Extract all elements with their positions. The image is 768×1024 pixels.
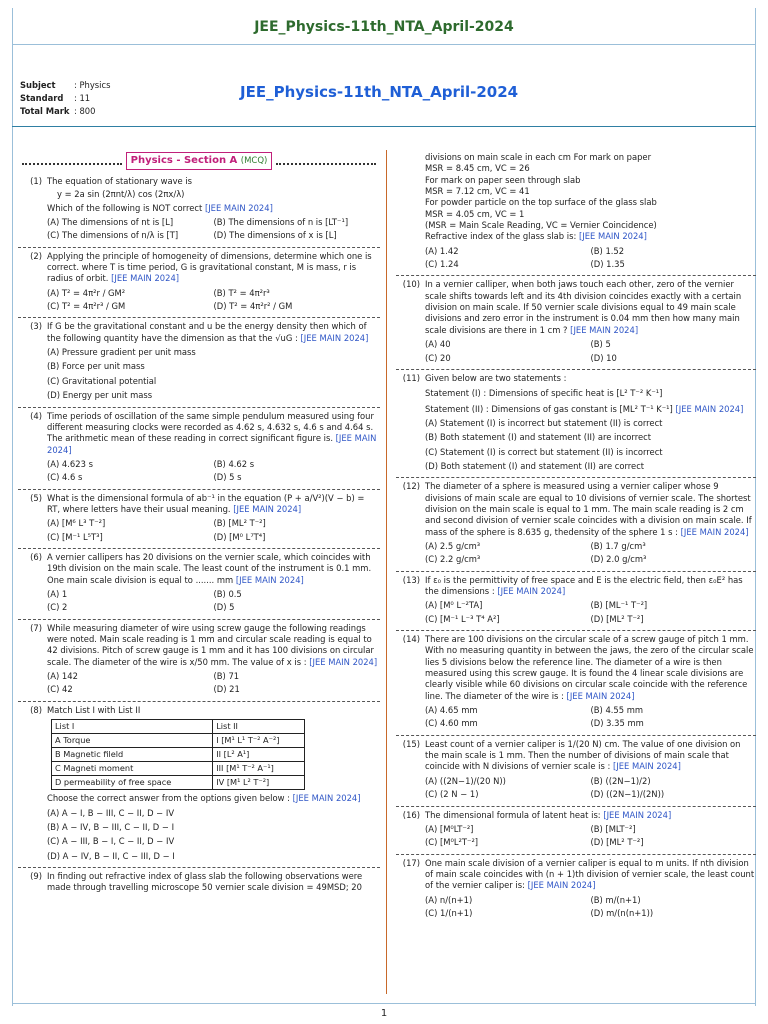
meta-label: Subject <box>20 80 56 90</box>
question-text: Match List I with List II <box>47 704 141 715</box>
question-body <box>47 251 380 315</box>
question-text: Time periods of oscillation of the same simple pendulum measured using four different measuring clocks were recorded as 4.62 s, 4.632 s, 4.6 s and 4.64 s. The arithmetic mean of these reading in correct significant figure is. <box>47 410 374 444</box>
option[interactable]: (A) A − I, B − III, C − II, D − IV <box>47 807 175 818</box>
question-formula: y = 2a sin (2πnt/λ) cos (2πx/λ) <box>57 189 185 200</box>
option[interactable]: (C) 42 <box>47 684 73 695</box>
meta-row <box>20 106 110 119</box>
question-text: There are 100 divisions on the circular scale of a screw gauge of pitch 1 mm. With no measuring quantity in between the jaws, the zero of the circular scale lies 5 divisions below the reference line. The diameter of a wire is then measured using this screw gauge. It is found the 4 linear scale divisions are clearly visible while 60 divisions on circular scale coincide with the reference line. The diameter of the wire is : <box>425 634 754 701</box>
question-body <box>47 871 380 894</box>
question-text: (MSR = Main Scale Reading, VC = Vernier Coincidence) <box>425 220 657 231</box>
option[interactable]: (C) 20 <box>425 352 451 363</box>
option[interactable]: (B) 71 <box>213 671 240 682</box>
exam-tag: [JEE MAIN 2024] <box>527 880 596 891</box>
table-cell: B Magnetic fileld <box>52 748 213 762</box>
option[interactable]: (B) Force per unit mass <box>47 361 145 372</box>
question-body <box>47 552 380 616</box>
top-title: JEE_Physics-11th_NTA_April-2024 <box>254 19 514 35</box>
question-number: (16) <box>402 809 420 820</box>
question-10 <box>396 279 756 365</box>
option[interactable]: (B) 4.55 mm <box>590 705 644 716</box>
exam-tag: [JEE MAIN 2024] <box>233 503 302 514</box>
options <box>47 288 380 313</box>
question-9 <box>18 871 380 894</box>
separator <box>18 247 380 248</box>
exam-tag: [JEE MAIN 2024] <box>578 231 647 242</box>
left-column <box>18 152 380 897</box>
section-subtitle: (MCQ) <box>240 156 268 167</box>
dots-left <box>22 157 122 165</box>
option[interactable]: (C) 2 <box>47 602 68 613</box>
options <box>425 600 756 625</box>
option[interactable]: (D) 3.35 mm <box>590 718 644 729</box>
option[interactable]: (C) [M⁻¹ L⁵T³] <box>47 531 103 542</box>
separator <box>18 548 380 549</box>
meta-block <box>20 80 110 119</box>
footer-rule <box>12 1003 756 1004</box>
table-cell: A Torque <box>52 734 213 748</box>
option[interactable]: (A) [M⁰ L⁻²TA] <box>425 600 483 611</box>
separator <box>18 701 380 702</box>
option[interactable]: (C) 1/(n+1) <box>425 907 473 918</box>
match-table <box>51 719 305 790</box>
options <box>425 246 756 271</box>
meta-row <box>20 80 110 93</box>
question-text: Given below are two statements : <box>425 372 567 383</box>
question-4 <box>18 411 380 486</box>
meta-row <box>20 93 110 106</box>
meta-label: Total Mark <box>20 106 70 116</box>
option[interactable]: (A) 1.42 <box>425 245 459 256</box>
options <box>47 347 380 401</box>
separator <box>396 369 756 370</box>
option[interactable]: (D) [ML² T⁻²] <box>590 613 644 624</box>
question-number: (4) <box>30 410 42 421</box>
main-title: JEE_Physics-11th_NTA_April-2024 <box>240 83 519 101</box>
exam-tag: [JEE MAIN 2024] <box>111 273 180 284</box>
table-cell: II [L² A¹] <box>213 748 305 762</box>
page-number: 1 <box>380 1007 388 1019</box>
separator <box>18 317 380 318</box>
option[interactable]: (C) 4.60 mm <box>425 718 478 729</box>
question-text: A vernier callipers has 20 divisions on the vernier scale, which coincides with 19th division on the main scale. The least count of the instrument is 0.1 mm. One main scale division is equal to ....... mm <box>47 551 372 585</box>
option[interactable]: (D) [M⁰ L⁷T⁴] <box>213 531 266 542</box>
option[interactable]: (C) [M⁰L²T⁻²] <box>425 837 479 848</box>
option[interactable]: (A) 4.65 mm <box>425 705 478 716</box>
question-12 <box>396 481 756 567</box>
option[interactable]: (B) Both statement (I) and statement (II) are incorrect <box>425 432 652 443</box>
exam-tag: [JEE MAIN 2024] <box>603 809 672 820</box>
question-text: The equation of stationary wave is <box>47 176 193 186</box>
options <box>47 459 380 484</box>
option[interactable]: (B) 4.62 s <box>213 458 255 469</box>
question-body <box>47 411 380 486</box>
question-text: While measuring diameter of wire using screw gauge the following readings were noted. Main scale reading is 1 mm and circular scale reading is equal to 42 divisions. Pitch of screw gauge is 1 mm and it has 100 divisions on circular scale. The diameter of the wire is x/50 mm. The value of x is : <box>47 622 374 667</box>
separator <box>396 477 756 478</box>
question-text: In finding out refractive index of glass slab the following observations were made through travelling microscope 50 vernier scale division = 49MSD; 20 <box>47 871 363 893</box>
question-text: The diameter of a sphere is measured using a vernier caliper whose 9 divisions of main scale are equal to 10 divisions of vernier scale. The shortest division on the main scale is equal to 1 mm. The main scale reading is 2 cm and second division of vernier scale coincides with a division on main scale. If mass of the sphere is 8.635 g, thedensity of the sphere 1 s : <box>425 481 752 537</box>
table-cell: IV [M¹ L² T⁻²] <box>213 776 305 790</box>
option[interactable]: (A) 4.623 s <box>47 458 93 469</box>
option[interactable]: (D) 5 s <box>213 472 242 483</box>
separator <box>396 735 756 736</box>
question-body <box>425 634 756 732</box>
question-number: (7) <box>30 622 42 633</box>
meta-value: : Physics <box>74 80 111 90</box>
question-text: One main scale division of a vernier caliper is equal to m units. If nth division of main scale coincides with (n + 1)th division of vernier scale, the least count of the vernier caliper is: <box>425 857 755 891</box>
question-number: (3) <box>30 321 42 332</box>
options <box>425 541 756 566</box>
dots-right <box>276 157 376 165</box>
question-text: Least count of a vernier caliper is 1/(20 N) cm. The value of one division on the main scale is 1 mm. Then the number of divisions of main scale that coincide with N divisions of vernier scale is : <box>425 738 741 772</box>
option[interactable]: (B) [MLT⁻²] <box>590 823 636 834</box>
question-number: (6) <box>30 551 42 562</box>
question-body <box>425 373 756 474</box>
separator <box>18 407 380 408</box>
question-body <box>425 858 756 922</box>
section-title: Physics - Section A <box>130 155 238 167</box>
option[interactable]: (B) 1.7 g/cm³ <box>590 540 646 551</box>
exam-tag: [JEE MAIN 2024] <box>570 324 639 335</box>
option[interactable]: (D) Energy per unit mass <box>47 390 153 401</box>
exam-tag: [JEE MAIN 2024] <box>47 433 377 455</box>
question-number: (12) <box>402 481 420 492</box>
option[interactable]: (A) The dimensions of nt is [L] <box>47 217 174 228</box>
option[interactable]: (B) m/(n+1) <box>590 894 641 905</box>
question-number: (9) <box>30 871 42 882</box>
separator <box>396 806 756 807</box>
option[interactable]: (C) (2 N − 1) <box>425 789 479 800</box>
option[interactable]: (D) The dimensions of x is [L] <box>213 230 337 241</box>
exam-tag: [JEE MAIN 2024] <box>675 403 744 414</box>
question-text: Which of the following is NOT correct <box>47 202 203 213</box>
question-13 <box>396 575 756 627</box>
top-rule <box>12 44 756 45</box>
options <box>47 671 380 696</box>
question-body <box>47 176 380 244</box>
option[interactable]: (B) [ML² T⁻²] <box>213 518 266 529</box>
question-body <box>47 623 380 698</box>
option[interactable]: (C) T² = 4π²r³ / GM <box>47 301 126 312</box>
table-row <box>52 748 305 762</box>
exam-tag: [JEE MAIN 2024] <box>309 656 378 667</box>
question-number: (11) <box>402 372 420 383</box>
question-number: (14) <box>402 634 420 645</box>
question-text: Refractive index of the glass slab is: <box>425 231 577 242</box>
question-2 <box>18 251 380 315</box>
statement-2: Statement (II) : Dimensions of gas constant is [ML² T⁻¹ K⁻¹] <box>425 403 673 414</box>
option[interactable]: (D) [ML² T⁻²] <box>590 837 644 848</box>
option[interactable]: (D) Both statement (I) and statement (II) are correct <box>425 460 645 471</box>
meta-value: : 800 <box>74 106 96 116</box>
separator <box>396 630 756 631</box>
separator <box>18 619 380 620</box>
option[interactable]: (B) 5 <box>590 339 611 350</box>
options <box>425 418 756 472</box>
question-number: (13) <box>402 574 420 585</box>
option[interactable]: (B) 0.5 <box>213 588 242 599</box>
question-number: (5) <box>30 492 42 503</box>
option[interactable]: (D) T² = 4π²r² / GM <box>213 301 293 312</box>
question-6 <box>18 552 380 616</box>
option[interactable]: (D) ((2N−1)/(2N)) <box>590 789 665 800</box>
option[interactable]: (C) 1.24 <box>425 259 459 270</box>
option[interactable]: (B) The dimensions of n is [LT⁻¹] <box>213 217 349 228</box>
question-8 <box>18 705 380 864</box>
exam-tag: [JEE MAIN 2024] <box>566 690 635 701</box>
separator <box>396 275 756 276</box>
options <box>425 895 756 920</box>
table-row <box>52 762 305 776</box>
option[interactable]: (A) 142 <box>47 671 78 682</box>
question-11 <box>396 373 756 474</box>
column-divider <box>386 150 387 994</box>
table-cell: C Magneti moment <box>52 762 213 776</box>
question-text: MSR = 4.05 cm, VC = 1 <box>425 208 525 219</box>
question-number: (15) <box>402 738 420 749</box>
option[interactable]: (A) 1 <box>47 588 68 599</box>
separator <box>18 489 380 490</box>
question-body <box>47 321 380 403</box>
option[interactable]: (D) 2.0 g/cm³ <box>590 554 647 565</box>
separator <box>396 854 756 855</box>
table-cell: List II <box>213 720 305 734</box>
statement-1: Statement (I) : Dimensions of specific heat is [L² T⁻² K⁻¹] <box>425 388 663 399</box>
question-text: If G be the gravitational constant and u be the energy density then which of the following quantity have the dimension as that the √uG : <box>47 321 367 343</box>
option[interactable]: (A) [M⁰LT⁻²] <box>425 823 474 834</box>
option[interactable]: (D) A − IV, B − II, C − III, D − I <box>47 850 175 861</box>
table-cell: I [M¹ L¹ T⁻² A⁻²] <box>213 734 305 748</box>
option[interactable]: (A) Pressure gradient per unit mass <box>47 347 196 358</box>
question-body <box>425 481 756 567</box>
option[interactable]: (A) [M⁶ L³ T⁻²] <box>47 518 106 529</box>
question-body <box>47 705 380 864</box>
option[interactable]: (A) Statement (I) is incorrect but statement (II) is correct <box>425 417 663 428</box>
exam-tag: [JEE MAIN 2024] <box>300 332 369 343</box>
option[interactable]: (C) [M⁻¹ L⁻³ T⁴ A²] <box>425 613 500 624</box>
question-body <box>425 739 756 803</box>
question-body <box>47 493 380 545</box>
question-number: (2) <box>30 250 42 261</box>
option[interactable]: (C) The dimensions of n/λ is [T] <box>47 230 179 241</box>
question-body <box>425 810 756 851</box>
option[interactable]: (D) 1.35 <box>590 259 625 270</box>
meta-value: : 11 <box>74 93 91 103</box>
option[interactable]: (B) ((2N−1)/2) <box>590 775 651 786</box>
question-text: MSR = 8.45 cm, VC = 26 <box>425 163 530 174</box>
exam-tag: [JEE MAIN 2024] <box>292 793 361 804</box>
question-17 <box>396 858 756 922</box>
question-number: (10) <box>402 279 420 290</box>
separator <box>396 571 756 572</box>
section-title-box <box>126 152 273 170</box>
question-text: What is the dimensional formula of ab⁻¹ in the equation (P + a/V²)(V − b) = RT, where letters have their usual meaning. <box>47 492 365 514</box>
question-body <box>425 575 756 627</box>
meta-label: Standard <box>20 93 64 103</box>
options <box>47 217 380 242</box>
options <box>425 776 756 801</box>
exam-tag: [JEE MAIN 2024] <box>204 202 273 213</box>
question-body <box>425 279 756 365</box>
options <box>425 705 756 730</box>
exam-tag: [JEE MAIN 2024] <box>612 761 681 772</box>
option[interactable]: (D) 21 <box>213 684 240 695</box>
question-text: divisions on main scale in each cm For mark on paper <box>425 152 652 162</box>
option[interactable]: (C) A − III, B − I, C − II, D − IV <box>47 836 175 847</box>
option[interactable]: (A) 2.5 g/cm³ <box>425 540 481 551</box>
option[interactable]: (C) Statement (I) is correct but statement (II) is incorrect <box>425 446 663 457</box>
table-row <box>52 776 305 790</box>
exam-tag: [JEE MAIN 2024] <box>235 574 304 585</box>
question-text: For powder particle on the top surface of the glass slab <box>425 197 657 208</box>
options <box>425 339 756 364</box>
option[interactable]: (C) 2.2 g/cm³ <box>425 554 481 565</box>
options <box>47 808 380 862</box>
question-text: For mark on paper seen through slab <box>425 174 581 185</box>
question-text: Choose the correct answer from the options given below : <box>47 793 290 804</box>
option[interactable]: (D) 5 <box>213 602 235 613</box>
question-7 <box>18 623 380 698</box>
option[interactable]: (D) m/(n(n+1)) <box>590 907 654 918</box>
table-row <box>52 720 305 734</box>
question-text: If ε₀ is the permittivity of free space and E is the electric field, then ε₀E² has the dimensions : <box>425 574 743 596</box>
question-number: (17) <box>402 857 420 868</box>
separator <box>18 867 380 868</box>
option[interactable]: (C) Gravitational potential <box>47 375 157 386</box>
question-14 <box>396 634 756 732</box>
options <box>425 824 756 849</box>
table-cell: List I <box>52 720 213 734</box>
options <box>47 589 380 614</box>
question-body <box>425 152 756 272</box>
option[interactable]: (B) A − IV, B − III, C − II, D − I <box>47 822 175 833</box>
option[interactable]: (A) T² = 4π²r / GM² <box>47 287 126 298</box>
question-text: The dimensional formula of latent heat is: <box>425 809 601 820</box>
table-cell: III [M¹ T⁻² A⁻¹] <box>213 762 305 776</box>
question-16 <box>396 810 756 851</box>
question-9-continued <box>396 152 756 272</box>
question-number: (8) <box>30 704 42 715</box>
option[interactable]: (D) 10 <box>590 352 617 363</box>
option[interactable]: (B) [ML⁻¹ T⁻²] <box>590 600 648 611</box>
option[interactable]: (B) T² = 4π²r³ <box>213 287 270 298</box>
question-text: In a vernier calliper, when both jaws touch each other, zero of the vernier scale shifts towards left and its 4th division coincides exactly with a certain division on main scale. If 50 vernier scale divisions equal to 49 main scale divisions and zero error in the instrument is 0.04 mm then how many main scale divisions are there in 1 cm ? <box>425 279 742 335</box>
right-column <box>396 152 756 924</box>
option[interactable]: (C) 4.6 s <box>47 472 83 483</box>
question-number: (1) <box>30 176 42 186</box>
question-5 <box>18 493 380 545</box>
options <box>47 518 380 543</box>
option[interactable]: (A) ((2N−1)/(20 N)) <box>425 775 506 786</box>
option[interactable]: (A) n/(n+1) <box>425 894 473 905</box>
question-1 <box>18 176 380 244</box>
question-3 <box>18 321 380 403</box>
header-rule <box>12 126 756 127</box>
exam-tag: [JEE MAIN 2024] <box>680 526 749 537</box>
table-row <box>52 734 305 748</box>
option[interactable]: (B) 1.52 <box>590 245 625 256</box>
exam-tag: [JEE MAIN 2024] <box>497 586 566 596</box>
question-text: MSR = 7.12 cm, VC = 41 <box>425 186 530 197</box>
option[interactable]: (A) 40 <box>425 339 451 350</box>
question-15 <box>396 739 756 803</box>
section-header <box>18 152 380 170</box>
question-text: Applying the principle of homogeneity of dimensions, determine which one is correct. where T is time period, G is gravitational constant, M is mass, r is radius of orbit. <box>47 250 372 284</box>
table-cell: D permeability of free space <box>52 776 213 790</box>
